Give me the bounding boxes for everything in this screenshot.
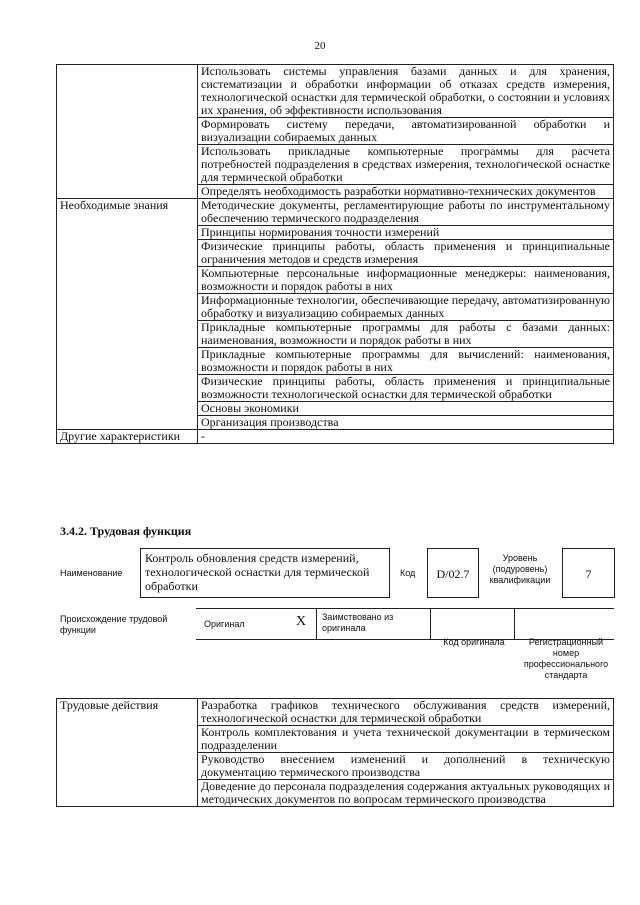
code-label: Код: [400, 568, 416, 578]
function-name-box: Контроль обновления средств измерений, технологической оснастки для термической обработки: [140, 548, 390, 598]
knowledge-item: Методические документы, регламентирующие работы по инструментальному обеспечению термического подразделения: [198, 199, 614, 226]
action-item: Руководство внесением изменений и дополнений в техническую документацию термического производства: [198, 753, 614, 780]
knowledge-item: Физические принципы работы, область применения и принципиальные возможности технологической оснастки для термической обработки: [198, 375, 614, 402]
action-item: Разработка графиков технического обслуживания средств измерений, технологической оснастки для термической обработки: [198, 699, 614, 726]
origin-divider: [514, 608, 515, 639]
skill-item: Использовать системы управления базами данных и для хранения, систематизации и обработки информации об отказах средств измерения, технологической оснастки для термической обработки, о состоянии и условиях их хранения, об эффективности использования: [198, 65, 614, 118]
qualification-level-box: 7: [562, 548, 615, 598]
skill-item: Использовать прикладные компьютерные программы для расчета потребностей подразделения в средствах измерения, технологической оснастке для термической обработки: [198, 145, 614, 185]
skill-item: Формировать систему передачи, автоматизированной обработки и визуализации собираемых данных: [198, 118, 614, 145]
knowledge-item: Прикладные компьютерные программы для вычислений: наименования, возможности и порядок работы в них: [198, 348, 614, 375]
knowledge-item: Физические принципы работы, область применения и принципиальные ограничения методов и средств измерения: [198, 240, 614, 267]
knowledge-item: Принципы нормирования точности измерений: [198, 226, 614, 240]
row-label-other: Другие характеристики: [57, 430, 198, 444]
reg-number-label: Регистрационный номер профессионального стандарта: [523, 637, 609, 680]
skill-item: Определять необходимость разработки нормативно-технических документов: [198, 185, 614, 199]
page-number: 20: [314, 40, 326, 52]
action-item: Доведение до персонала подразделения содержания актуальных руководящих и методических документов по вопросам термического производства: [198, 780, 614, 807]
code-original-label: Код оригинала: [443, 637, 505, 647]
knowledge-item: Основы экономики: [198, 402, 614, 416]
action-item: Контроль комплектования и учета технической документации в термическом подразделении: [198, 726, 614, 753]
section-title: 3.4.2. Трудовая функция: [60, 524, 192, 538]
row-label-skills: [57, 65, 198, 199]
row-label-actions: Трудовые действия: [57, 699, 198, 807]
original-mark: X: [296, 614, 307, 629]
level-label: Уровень (подуровень) квалификации: [489, 553, 551, 585]
labor-actions-table: [56, 698, 614, 807]
origin-divider: [430, 608, 431, 639]
skills-knowledge-table: [56, 64, 614, 444]
borrowed-label: Заимствовано из оригинала: [322, 612, 394, 633]
name-label: Наименование: [60, 568, 123, 578]
origin-label: Происхождение трудовой функции: [60, 614, 168, 635]
row-label-required-knowledge: Необходимые знания: [57, 199, 198, 430]
original-label: Оригинал: [204, 619, 245, 629]
origin-divider: [316, 608, 317, 639]
knowledge-item: Компьютерные персональные информационные менеджеры: наименования, возможности и порядок работы в них: [198, 267, 614, 294]
knowledge-item: Организация производства: [198, 416, 614, 430]
knowledge-item: Информационные технологии, обеспечивающие передачу, автоматизированную обработку и визуализацию собираемых данных: [198, 294, 614, 321]
knowledge-item: Прикладные компьютерные программы для работы с базами данных: наименования, возможности и порядок работы в них: [198, 321, 614, 348]
function-code-box: D/02.7: [427, 548, 479, 598]
other-item: -: [198, 430, 614, 444]
